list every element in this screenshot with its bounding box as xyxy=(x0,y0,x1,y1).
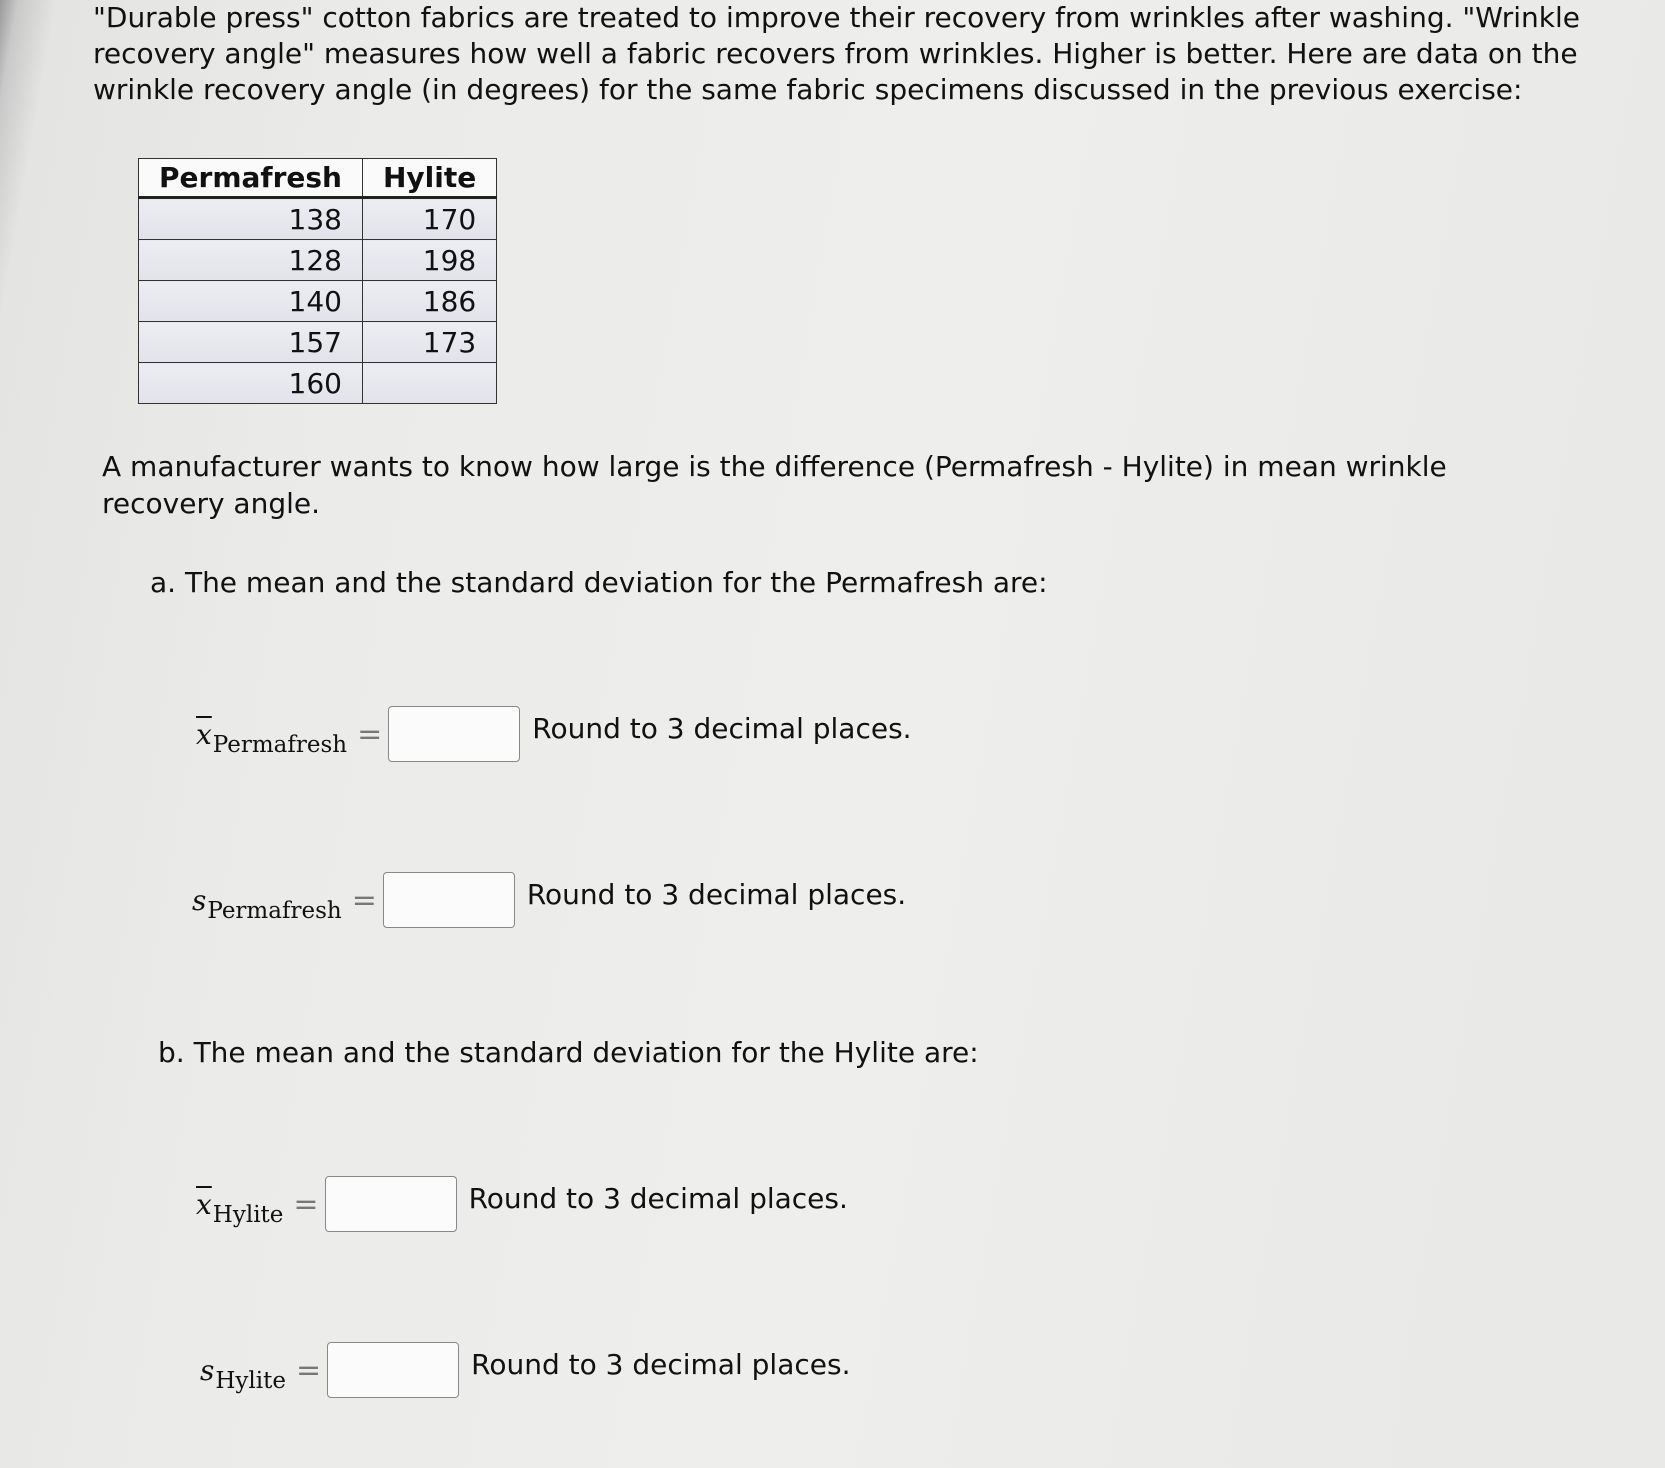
table-cell: 160 xyxy=(139,363,363,404)
table-cell: 186 xyxy=(362,281,496,322)
subscript-permafresh: Permafresh xyxy=(212,731,348,758)
hylite-sd-symbol xyxy=(200,1352,325,1394)
hylite-mean-input[interactable] xyxy=(325,1176,457,1232)
question-page xyxy=(58,0,1665,1468)
table-cell: 170 xyxy=(362,198,496,240)
data-table xyxy=(138,158,497,404)
permafresh-mean-input[interactable] xyxy=(388,706,520,762)
hylite-mean-row xyxy=(196,1176,848,1232)
table-row xyxy=(139,363,497,404)
table-cell: 138 xyxy=(139,198,363,240)
table-cell: 157 xyxy=(139,322,363,363)
x-bar-symbol: $\overline{x}$ xyxy=(196,717,212,751)
table-cell xyxy=(362,363,496,404)
intro-text: "Durable press" cotton fabrics are treated to improve their recovery from wrinkles after washing. "Wrinkle recovery angle" measures how well a fabric recovers from wrinkles. Higher is better. Here are data on the wrinkle recovery angle (in degrees) for the same fabric specimens discussed in the previous exercise: xyxy=(93,1,1580,106)
round-hint: Round to 3 decimal places. xyxy=(532,711,912,745)
permafresh-sd-input[interactable] xyxy=(383,872,515,928)
subscript-hylite: Hylite xyxy=(215,1367,286,1394)
header-hylite: Hylite xyxy=(362,159,496,198)
subscript-permafresh: Permafresh xyxy=(207,897,342,924)
equals-sign: = xyxy=(296,1352,322,1388)
table-cell: 198 xyxy=(362,240,496,281)
equals-sign: = xyxy=(351,882,377,918)
part-b-label: b. The mean and the standard deviation for the Hylite are: xyxy=(158,1036,979,1069)
table-row xyxy=(139,198,497,240)
hylite-sd-input[interactable] xyxy=(327,1342,459,1398)
round-hint: Round to 3 decimal places. xyxy=(471,1347,851,1381)
permafresh-sd-symbol xyxy=(192,882,381,924)
subscript-hylite: Hylite xyxy=(212,1201,284,1228)
table-cell: 173 xyxy=(362,322,496,363)
s-symbol: s xyxy=(200,1353,215,1387)
header-permafresh: Permafresh xyxy=(139,159,363,198)
hylite-mean-symbol xyxy=(196,1186,323,1228)
permafresh-mean-row xyxy=(196,706,912,762)
hylite-sd-row xyxy=(200,1342,850,1398)
table-cell: 128 xyxy=(139,240,363,281)
equals-sign: = xyxy=(357,716,383,752)
permafresh-mean-symbol xyxy=(196,716,386,758)
equals-sign: = xyxy=(293,1186,319,1222)
table-header-row xyxy=(139,159,497,198)
table-row xyxy=(139,322,497,363)
part-a-label: a. The mean and the standard deviation for the Permafresh are: xyxy=(150,566,1048,599)
table-row xyxy=(139,281,497,322)
table-row xyxy=(139,240,497,281)
round-hint: Round to 3 decimal places. xyxy=(526,877,907,911)
question-text: A manufacturer wants to know how large is the difference (Permafresh - Hylite) in mean wrinkle recovery angle. xyxy=(102,450,1447,520)
s-symbol: s xyxy=(192,883,207,917)
permafresh-sd-row xyxy=(192,872,906,928)
round-hint: Round to 3 decimal places. xyxy=(468,1181,848,1215)
table-cell: 140 xyxy=(139,281,363,322)
x-bar-symbol: $\overline{x}$ xyxy=(196,1187,212,1221)
